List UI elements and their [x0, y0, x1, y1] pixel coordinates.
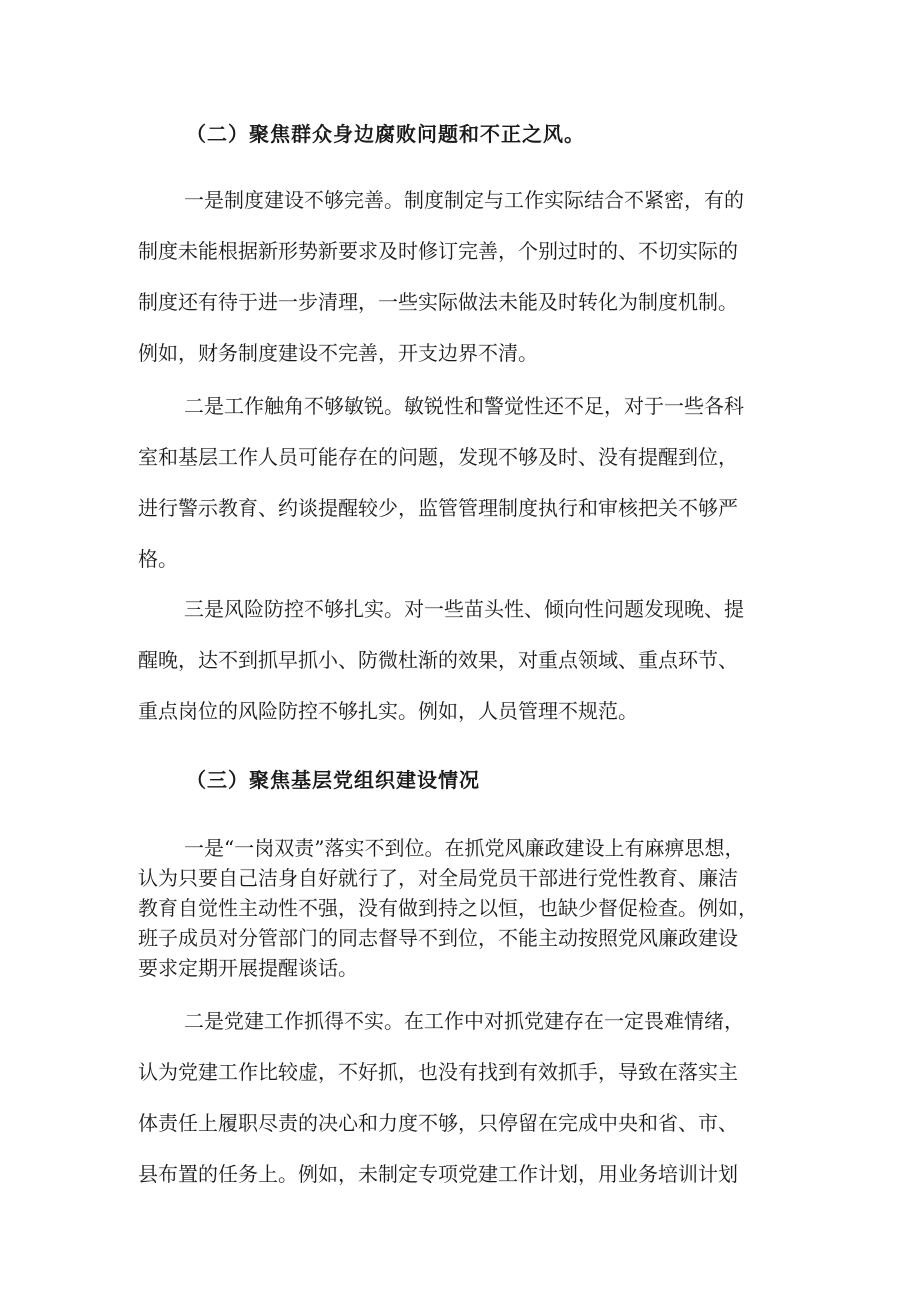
paragraph-line: 格。 — [138, 547, 178, 571]
paragraph-line: 班子成员对分管部门的同志督导不到位，不能主动按照党风廉政建设 — [138, 926, 738, 950]
paragraph-line: 县布置的任务上。例如，未制定专项党建工作计划，用业务培训计划 — [138, 1162, 738, 1186]
paragraph-line: 体责任上履职尽责的决心和力度不够，只停留在完成中央和省、市、 — [138, 1111, 738, 1135]
paragraph-line: 教育自觉性主动性不强，没有做到持之以恒，也缺少督促检查。例如， — [138, 896, 758, 920]
section-heading-3: （三）聚焦基层党组织建设情况 — [186, 768, 480, 792]
paragraph-line: 重点岗位的风险防控不够扎实。例如，人员管理不规范。 — [138, 699, 638, 723]
paragraph-line: 一是制度建设不够完善。制度制定与工作实际结合不紧密，有的 — [184, 188, 744, 212]
paragraph-line: 例如，财务制度建设不完善，开支边界不清。 — [138, 341, 538, 365]
paragraph-line: 制度未能根据新形势新要求及时修订完善，个别过时的、不切实际的 — [138, 239, 738, 263]
paragraph-line: 制度还有待于进一步清理，一些实际做法未能及时转化为制度机制。 — [138, 290, 738, 314]
paragraph-line: 二是工作触角不够敏锐。敏锐性和警觉性还不足，对于一些各科 — [184, 394, 744, 418]
paragraph-line: 进行警示教育、约谈提醒较少，监管管理制度执行和审核把关不够严 — [138, 496, 738, 520]
paragraph-line: 一是“一岗双责”落实不到位。在抓党风廉政建设上有麻痹思想， — [184, 836, 745, 860]
paragraph-line: 三是风险防控不够扎实。对一些苗头性、倾向性问题发现晚、提 — [184, 597, 744, 621]
paragraph-line: 认为只要自己洁身自好就行了，对全局党员干部进行党性教育、廉洁 — [138, 866, 738, 890]
paragraph-line: 二是党建工作抓得不实。在工作中对抓党建存在一定畏难情绪， — [184, 1009, 744, 1033]
section-heading-2: （二）聚焦群众身边腐败问题和不正之风。 — [186, 122, 585, 146]
paragraph-work-sensitivity — [138, 381, 788, 585]
paragraph-party-building — [138, 996, 788, 1200]
paragraph-line: 室和基层工作人员可能存在的问题，发现不够及时、没有提醒到位， — [138, 445, 738, 469]
paragraph-institution-building — [138, 175, 788, 379]
paragraph-dual-responsibility — [138, 833, 788, 983]
paragraph-risk-control — [138, 584, 788, 737]
paragraph-line: 认为党建工作比较虚，不好抓，也没有找到有效抓手，导致在落实主 — [138, 1060, 738, 1084]
paragraph-line: 醒晚，达不到抓早抓小、防微杜渐的效果，对重点领域、重点环节、 — [138, 648, 738, 672]
paragraph-line: 要求定期开展提醒谈话。 — [138, 956, 358, 980]
